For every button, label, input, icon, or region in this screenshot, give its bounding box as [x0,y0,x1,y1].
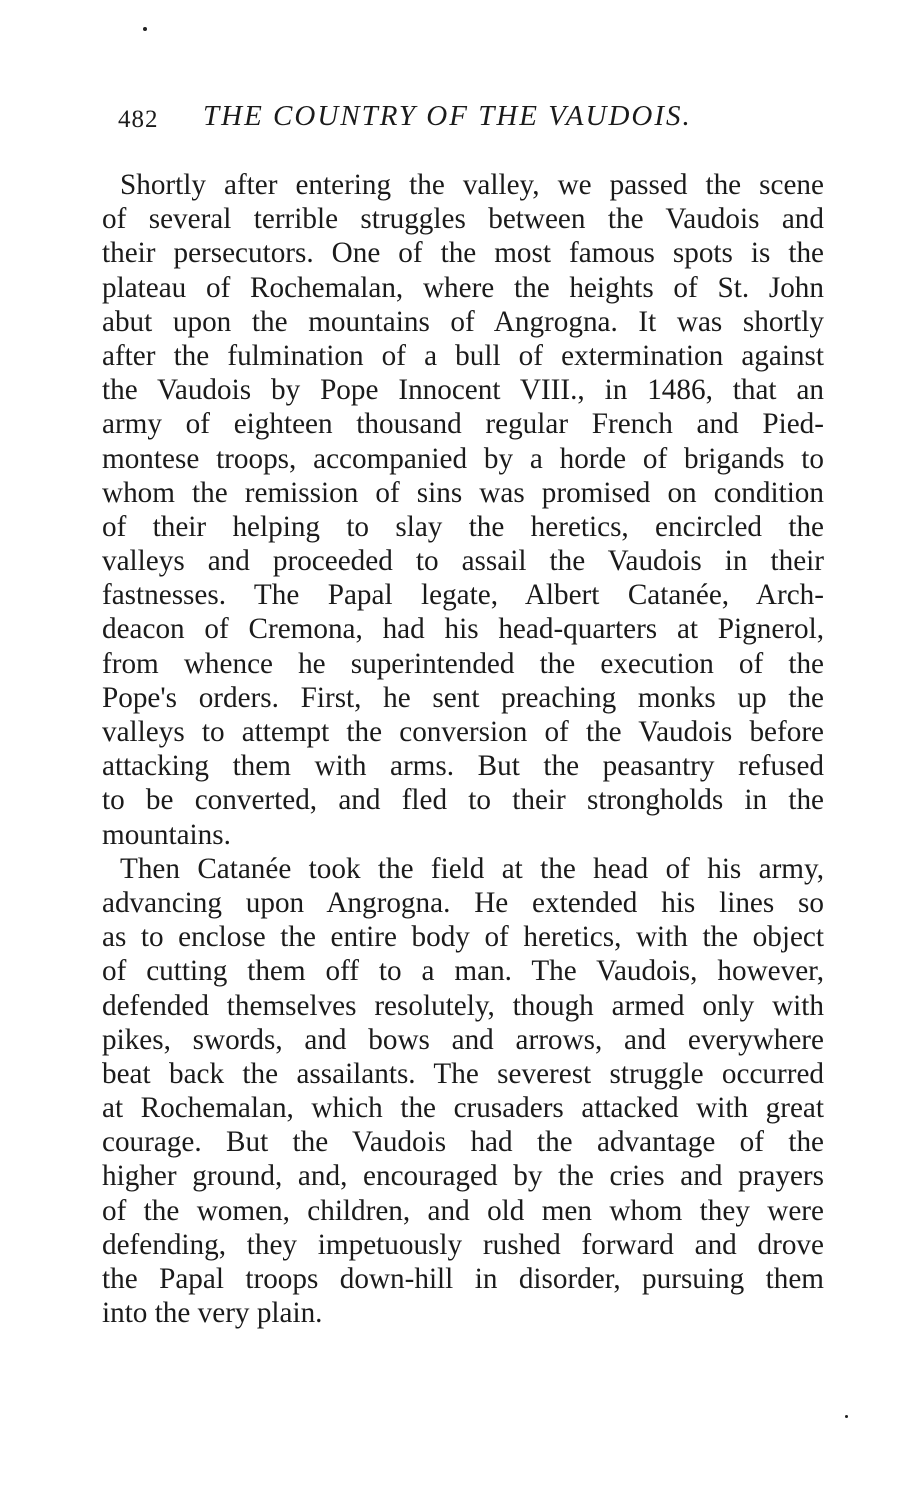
text-line: fastnesses. The Papal legate, Albert Catanée, Arch- [102,579,824,612]
ink-speck [845,1415,848,1418]
text-line: valleys and proceeded to assail the Vaudois in their [102,545,824,578]
text-line: as to enclose the entire body of heretics, with the object [102,921,824,954]
text-line: valleys to attempt the conversion of the Vaudois before [102,716,824,748]
body-text [102,168,824,1330]
text-line: to be converted, and fled to their strongholds in the [102,784,824,817]
text-line: whom the remission of sins was promised on condition [102,476,824,509]
text-line: defending, they impetuously rushed forward and drove [102,1228,824,1261]
text-line: Then Catanée took the field at the head of his army, [120,852,824,885]
ink-speck [143,27,147,31]
text-line: courage. But the Vaudois had the advantage of the [102,1126,824,1159]
running-title: THE COUNTRY OF THE VAUDOIS. [203,100,692,132]
text-line: advancing upon Angrogna. He extended his lines so [102,886,824,919]
text-line: beat back the assailants. The severest struggle occurred [102,1057,824,1090]
text-line: abut upon the mountains of Angrogna. It was shortly [102,305,824,338]
text-line: deacon of Cremona, had his head-quarters at Pignerol, [102,613,824,646]
text-line: from whence he superintended the execution of the [102,647,824,680]
text-line: their persecutors. One of the most famous spots is the [102,237,824,270]
page-header [118,100,838,140]
text-line: the Vaudois by Pope Innocent VIII., in 1486, that an [102,374,824,407]
page-number: 482 [118,106,159,133]
text-line: pikes, swords, and bows and arrows, and everywhere [102,1023,824,1056]
text-line: mountains. [102,818,231,851]
text-line: after the fulmination of a bull of extermination against [102,339,824,372]
text-line: the Papal troops down-hill in disorder, pursuing them [102,1263,824,1295]
text-line: of cutting them off to a man. The Vaudois, however, [102,955,824,988]
text-line: of their helping to slay the heretics, encircled the [102,510,824,543]
text-line: Pope's orders. First, he sent preaching monks up the [102,681,824,714]
text-line: defended themselves resolutely, though armed only with [102,989,824,1022]
text-line: montese troops, accompanied by a horde of brigands to [102,442,824,475]
text-line: army of eighteen thousand regular French and Pied- [102,408,824,441]
paragraph-2 [102,852,824,1331]
text-line: at Rochemalan, which the crusaders attacked with great [102,1092,824,1125]
paragraph-1 [102,168,824,852]
text-line: Shortly after entering the valley, we passed the scene [120,169,824,201]
text-line: attacking them with arms. But the peasantry refused [102,750,824,783]
text-line: plateau of Rochemalan, where the heights of St. John [102,271,824,304]
text-line: into the very plain. [102,1297,323,1330]
text-line: of the women, children, and old men whom they were [102,1194,824,1227]
text-line: higher ground, and, encouraged by the cries and prayers [102,1160,824,1193]
text-line: of several terrible struggles between the Vaudois and [102,203,824,236]
